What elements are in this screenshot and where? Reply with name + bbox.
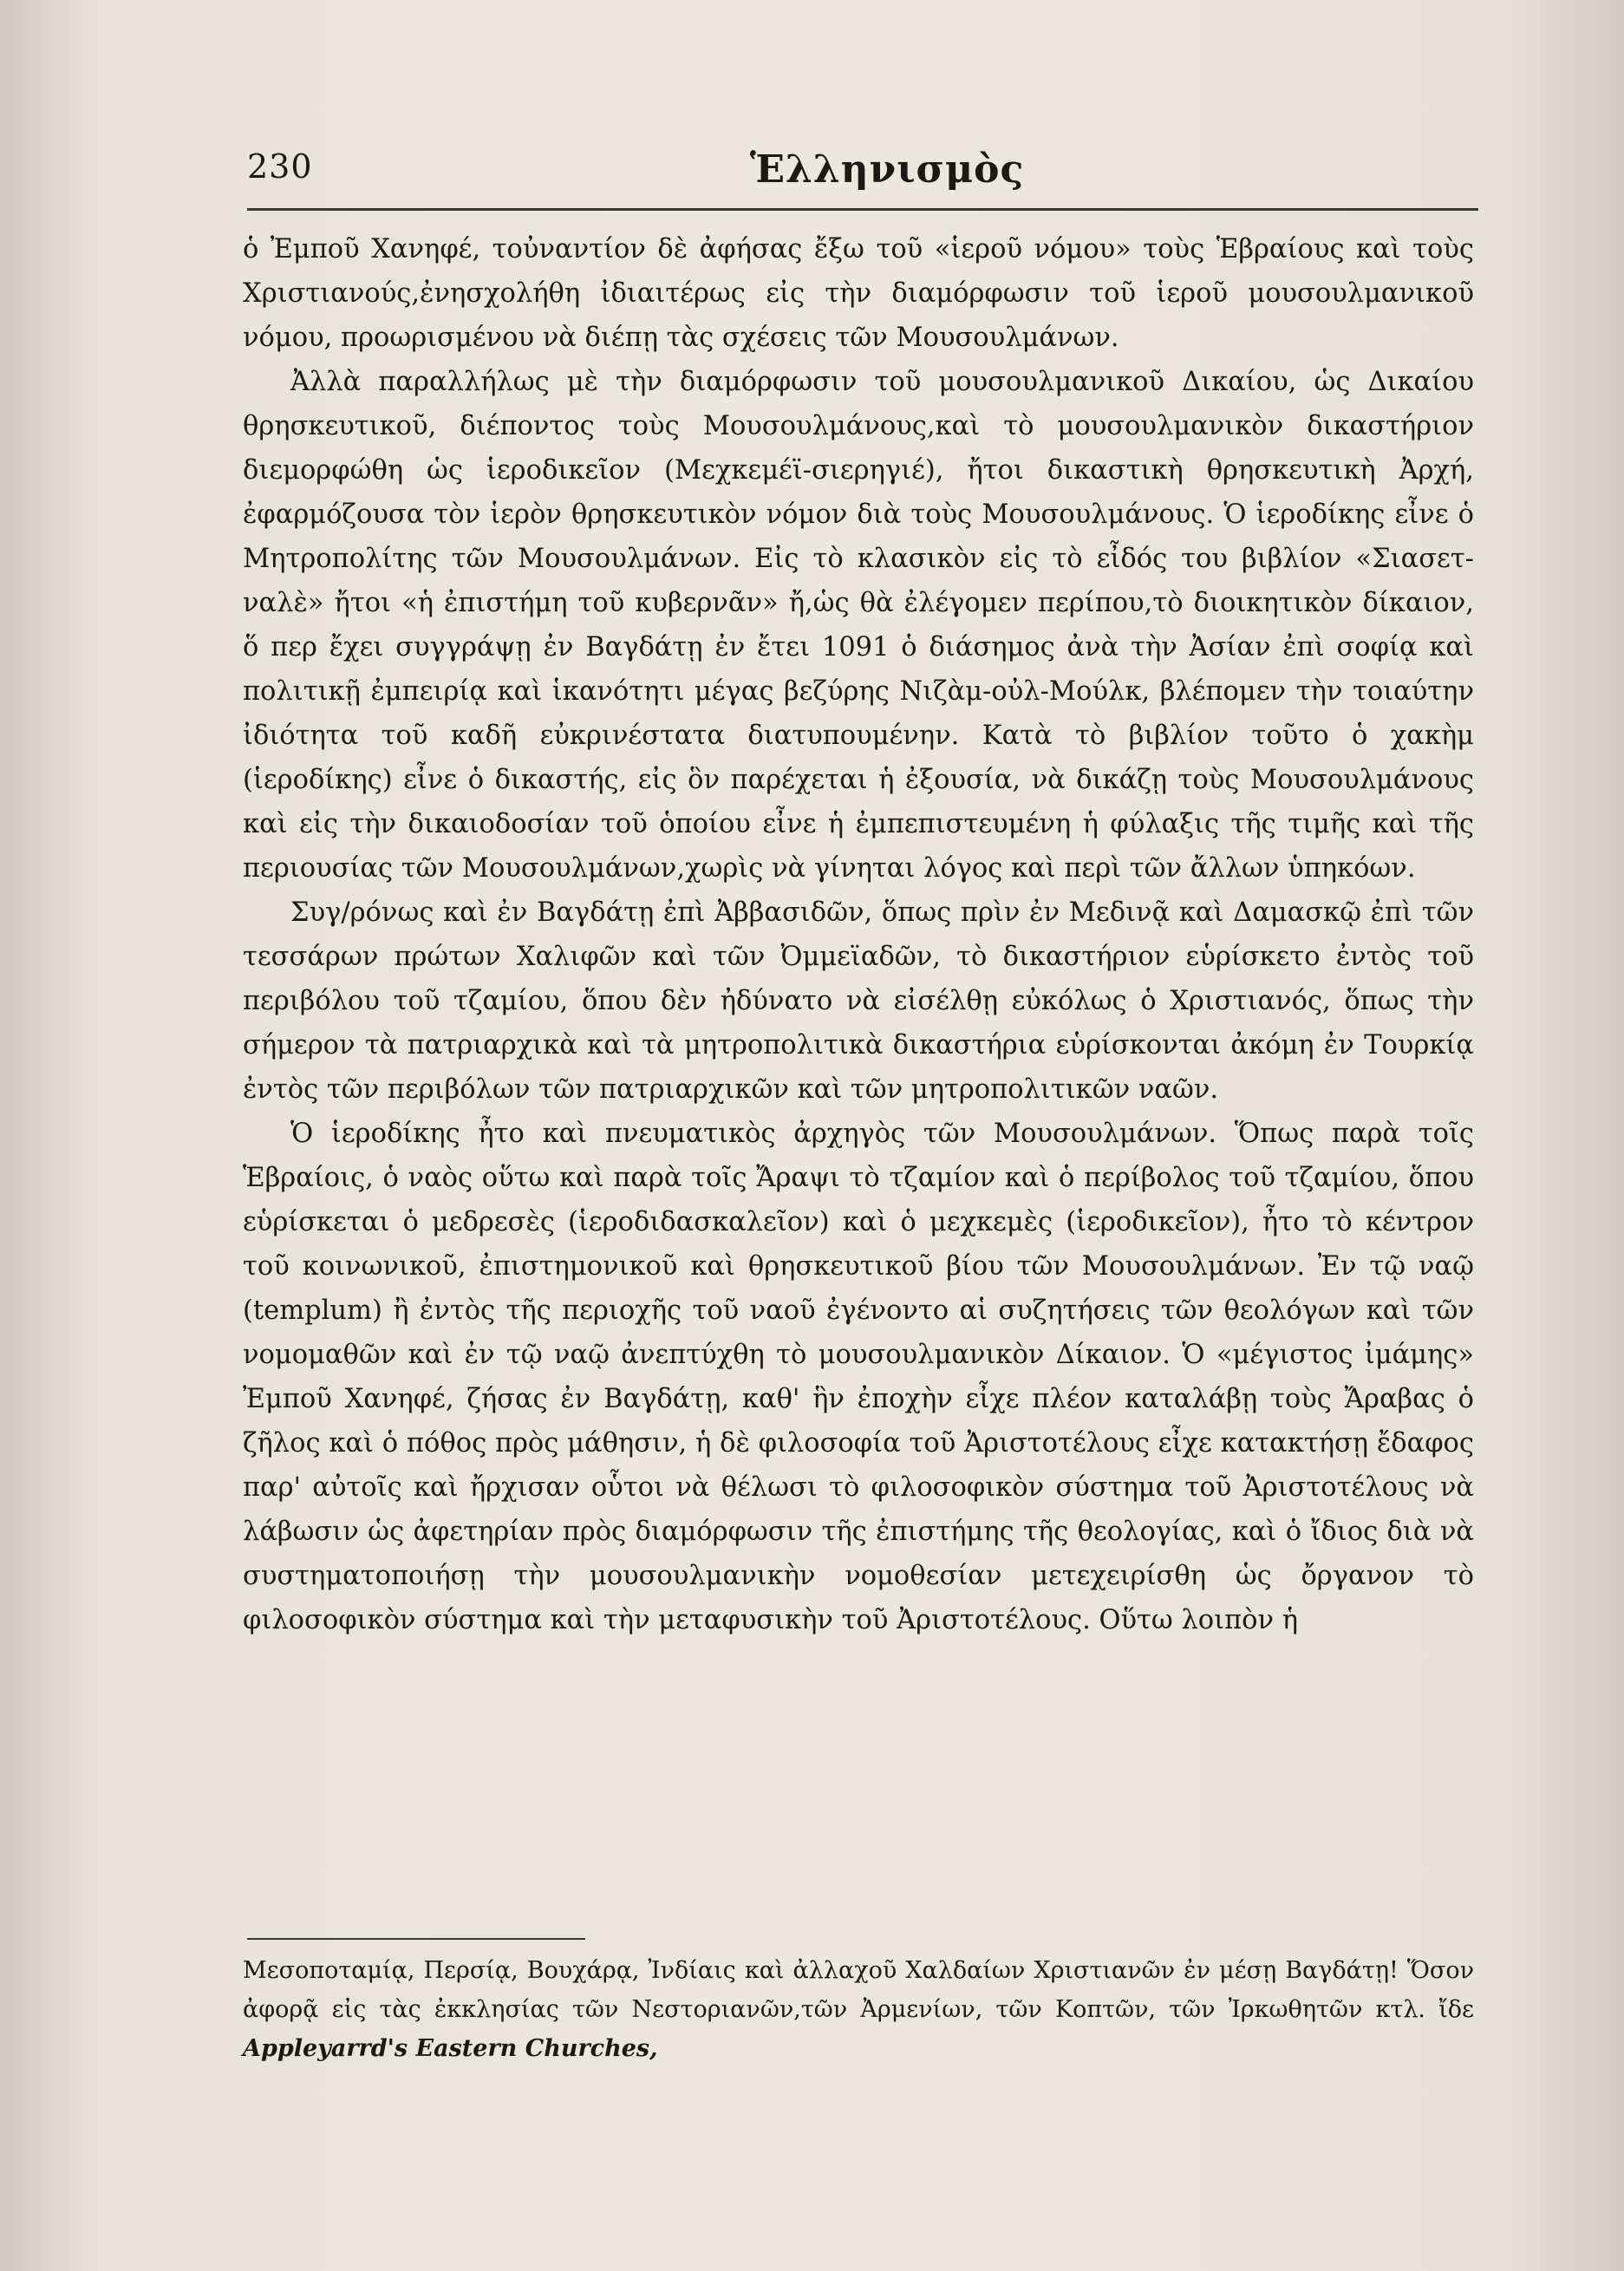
body-text [243, 227, 1474, 1642]
paragraph-2: Ἀλλὰ παραλλήλως μὲ τὴν διαμόρφωσιν τοῦ μουσουλμανικοῦ Δικαίου, ὡς Δικαίου θρησκευτικοῦ, διέποντος τοὺς Μουσουλμάνους,καὶ τὸ μουσουλμανικὸν δικαστήριον διεμορφώθη ὡς ἱεροδικεῖον (Μεχκεμέϊ-σιερηγιέ), ἤτοι δικαστικὴ θρησκευτικὴ Ἀρχή, ἐφαρμόζουσα τὸν ἱερὸν θρησκευτικὸν νόμον διὰ τοὺς Μουσουλμάνους. Ὁ ἱεροδίκης εἶνε ὁ Μητροπολίτης τῶν Μουσουλμάνων. Εἰς τὸ κλασικὸν εἰς τὸ εἶδός του βιβλίον «Σιασετ-ναλὲ» ἤτοι «ἡ ἐπιστήμη τοῦ κυβερνᾶν» ἤ,ὡς θὰ ἐλέγομεν περίπου,τὸ διοικητικὸν δίκαιον, ὅ περ ἔχει συγγράψῃ ἐν Βαγδάτῃ ἐν ἔτει 1091 ὁ διάσημος ἀνὰ τὴν Ἀσίαν ἐπὶ σοφίᾳ καὶ πολιτικῇ ἐμπειρίᾳ καὶ ἱκανότητι μέγας βεζύρης Νιζὰμ-οὐλ-Μούλκ, βλέπομεν τὴν τοιαύτην ἰδιότητα τοῦ καδῆ εὐκρινέστατα διατυπουμένην. Κατὰ τὸ βιβλίον τοῦτο ὁ χακὴμ (ἱεροδίκης) εἶνε ὁ δικαστής, εἰς ὃν παρέχεται ἡ ἐξουσία, νὰ δικάζῃ τοὺς Μουσουλμάνους καὶ εἰς τὴν δικαιοδοσίαν τοῦ ὁποίου εἶνε ἡ ἐμπεπιστευμένη ἡ φύλαξις τῆς τιμῆς καὶ τῆς περιουσίας τῶν Μουσουλμάνων,χωρὶς νὰ γίνηται λόγος καὶ περὶ τῶν ἄλλων ὑπηκόων. [243, 367, 1474, 884]
paragraph-3: Συγ/ρόνως καὶ ἐν Βαγδάτῃ ἐπὶ Ἀββασιδῶν, ὅπως πρὶν ἐν Μεδινᾷ καὶ Δαμασκῷ ἐπὶ τῶν τεσσάρων πρώτων Χαλιφῶν καὶ τῶν Ὀμμεϊαδῶν, τὸ δικαστήριον εὑρίσκετο ἐντὸς τοῦ περιβόλου τοῦ τζαμίου, ὅπου δὲν ἠδύνατο νὰ εἰσέλθῃ εὐκόλως ὁ Χριστιανός, ὅπως τὴν σήμερον τὰ πατριαρχικὰ καὶ τὰ μητροπολιτικὰ δικαστήρια εὑρίσκονται ἀκόμη ἐν Τουρκίᾳ ἐντὸς τῶν περιβόλων τῶν πατριαρχικῶν καὶ τῶν μητροπολιτικῶν ναῶν. [243, 897, 1474, 1105]
header-rule [247, 208, 1478, 211]
paragraph-1: ὁ Ἐμποῦ Χανηφέ, τοὐναντίον δὲ ἀφήσας ἔξω τοῦ «ἱεροῦ νόμου» τοὺς Ἑβραίους καὶ τοὺς Χριστιανούς,ἐνησχολήθη ἰδιαιτέρως εἰς τὴν διαμόρφωσιν τοῦ ἱεροῦ μουσουλμανικοῦ νόμου, προωρισμένου νὰ διέπῃ τὰς σχέσεις τῶν Μουσουλμάνων. [243, 234, 1474, 353]
footnote-text: Μεσοποταμίᾳ, Περσίᾳ, Βουχάρᾳ, Ἰνδίαις καὶ ἀλλαχοῦ Χαλδαίων Χριστιανῶν ἐν μέσῃ Βαγδάτῃ! Ὅσον ἀφορᾷ εἰς τὰς ἐκκλησίας τῶν Νεστοριανῶν,τῶν Ἀρμενίων, τῶν Κοπτῶν, τῶν Ἰρκωθητῶν κτλ. ἴδε [243, 1957, 1474, 2023]
footnote-rule [247, 1938, 585, 1940]
running-title: Ἑλληνισμὸς [750, 147, 1025, 192]
footnote-reference: Appleyarrd's Eastern Churches, [243, 2035, 658, 2062]
paragraph-4: Ὁ ἱεροδίκης ἦτο καὶ πνευματικὸς ἀρχηγὸς τῶν Μουσουλμάνων. Ὅπως παρὰ τοῖς Ἑβραίοις, ὁ ναὸς οὕτω καὶ παρὰ τοῖς Ἄραψι τὸ τζαμίον καὶ ὁ περίβολος τοῦ τζαμίου, ὅπου εὑρίσκεται ὁ μεδρεσὲς (ἱεροδιδασκαλεῖον) καὶ ὁ μεχκεμὲς (ἱεροδικεῖον), ἦτο τὸ κέντρον τοῦ κοινωνικοῦ, ἐπιστημονικοῦ καὶ θρησκευτικοῦ βίου τῶν Μουσουλμάνων. Ἐν τῷ ναῷ (templum) ἢ ἐντὸς τῆς περιοχῆς τοῦ ναοῦ ἐγένοντο αἱ συζητήσεις τῶν θεολόγων καὶ τῶν νομομαθῶν καὶ ἐν τῷ ναῷ ἀνεπτύχθη τὸ μουσουλμανικὸν Δίκαιον. Ὁ «μέγιστος ἰμάμης» Ἐμποῦ Χανηφέ, ζήσας ἐν Βαγδάτῃ, καθ' ἣν ἐποχὴν εἶχε πλέον καταλάβῃ τοὺς Ἄραβας ὁ ζῆλος καὶ ὁ πόθος πρὸς μάθησιν, ἡ δὲ φιλοσοφία τοῦ Ἀριστοτέλους εἶχε κατακτήσῃ ἔδαφος παρ' αὐτοῖς καὶ ἤρχισαν οὗτοι νὰ θέλωσι τὸ φιλοσοφικὸν σύστημα τοῦ Ἀριστοτέλους νὰ λάβωσιν ὡς ἀφετηρίαν πρὸς διαμόρφωσιν τῆς ἐπιστήμης τῆς θεολογίας, καὶ ὁ ἴδιος διὰ νὰ συστηματοποιήσῃ τὴν μουσουλμανικὴν νομοθεσίαν μετεχειρίσθη ὡς ὄργανον τὸ φιλοσοφικὸν σύστημα καὶ τὴν μεταφυσικὴν τοῦ Ἀριστοτέλους. Οὕτω λοιπὸν ἡ [243, 1119, 1474, 1635]
running-header [247, 139, 1478, 199]
page-number: 230 [247, 147, 313, 186]
footnote [243, 1951, 1474, 2068]
